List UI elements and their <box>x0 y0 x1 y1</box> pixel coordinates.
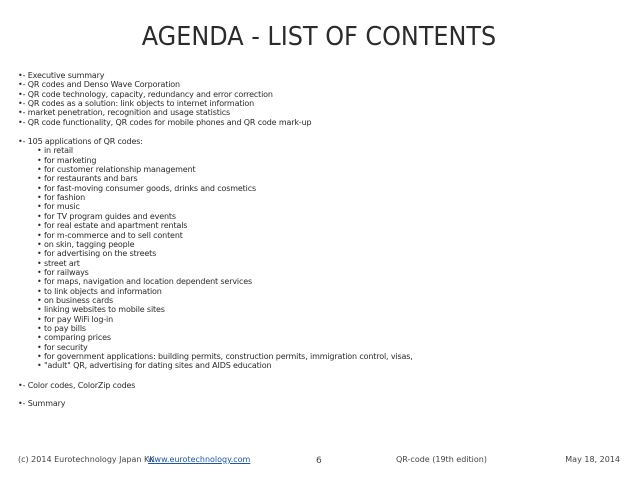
application-item: • comparing prices <box>37 333 111 343</box>
application-item: • in retail <box>37 146 73 156</box>
application-item: • for government applications: building permits, construction permits, immigration control, visas, <box>37 351 413 361</box>
application-item: • for real estate and apartment rentals <box>37 221 188 231</box>
application-item: • for advertising on the streets <box>37 249 157 259</box>
application-item: • on business cards <box>37 295 114 305</box>
agenda-item: •- Executive summary <box>18 71 105 80</box>
application-item: • for pay WiFi log-in <box>37 314 114 324</box>
website-link[interactable]: www.eurotechnology.com <box>148 455 251 464</box>
application-item: • for maps, navigation and location dependent services <box>37 277 253 287</box>
edition-label: QR-code (19th edition) <box>396 455 487 464</box>
application-item: • to link objects and information <box>37 286 162 296</box>
applications-heading: •- 105 applications of QR codes: <box>18 137 143 147</box>
date-label: May 18, 2014 <box>565 455 620 464</box>
agenda-list <box>18 71 618 408</box>
application-item: • for music <box>37 202 80 212</box>
application-item: • on skin, tagging people <box>37 239 135 249</box>
copyright-text: (c) 2014 Eurotechnology Japan KK <box>18 455 155 464</box>
application-item: • linking websites to mobile sites <box>37 305 165 315</box>
application-item: • for restaurants and bars <box>37 174 138 184</box>
agenda-item: •- Summary <box>18 399 66 408</box>
application-item: • "adult" QR, advertising for dating sites and AIDS education <box>37 361 272 371</box>
application-item: • for fashion <box>37 193 85 203</box>
application-item: • street art <box>37 258 80 268</box>
application-item: • for fast-moving consumer goods, drinks and cosmetics <box>37 183 256 193</box>
agenda-item: •- QR code functionality, QR codes for mobile phones and QR code mark-up <box>18 117 312 127</box>
slide-title: AGENDA - LIST OF CONTENTS <box>141 22 497 52</box>
application-item: • for TV program guides and events <box>37 211 176 221</box>
agenda-item: •- Color codes, ColorZip codes <box>18 380 136 390</box>
page-number: 6 <box>316 456 322 466</box>
slide-footer <box>0 455 638 469</box>
application-item: • for customer relationship management <box>37 165 196 175</box>
agenda-item: •- QR codes as a solution: link objects to internet information <box>18 99 255 109</box>
application-item: • for m-commerce and to sell content <box>37 230 183 240</box>
agenda-item: •- QR codes and Denso Wave Corporation <box>18 80 180 90</box>
application-item: • for railways <box>37 267 89 277</box>
agenda-item: •- market penetration, recognition and usage statistics <box>18 108 231 118</box>
application-item: • for marketing <box>37 155 97 165</box>
application-item: • to pay bills <box>37 323 86 333</box>
agenda-item: •- QR code technology, capacity, redundancy and error correction <box>18 89 273 99</box>
application-item: • for security <box>37 342 88 352</box>
